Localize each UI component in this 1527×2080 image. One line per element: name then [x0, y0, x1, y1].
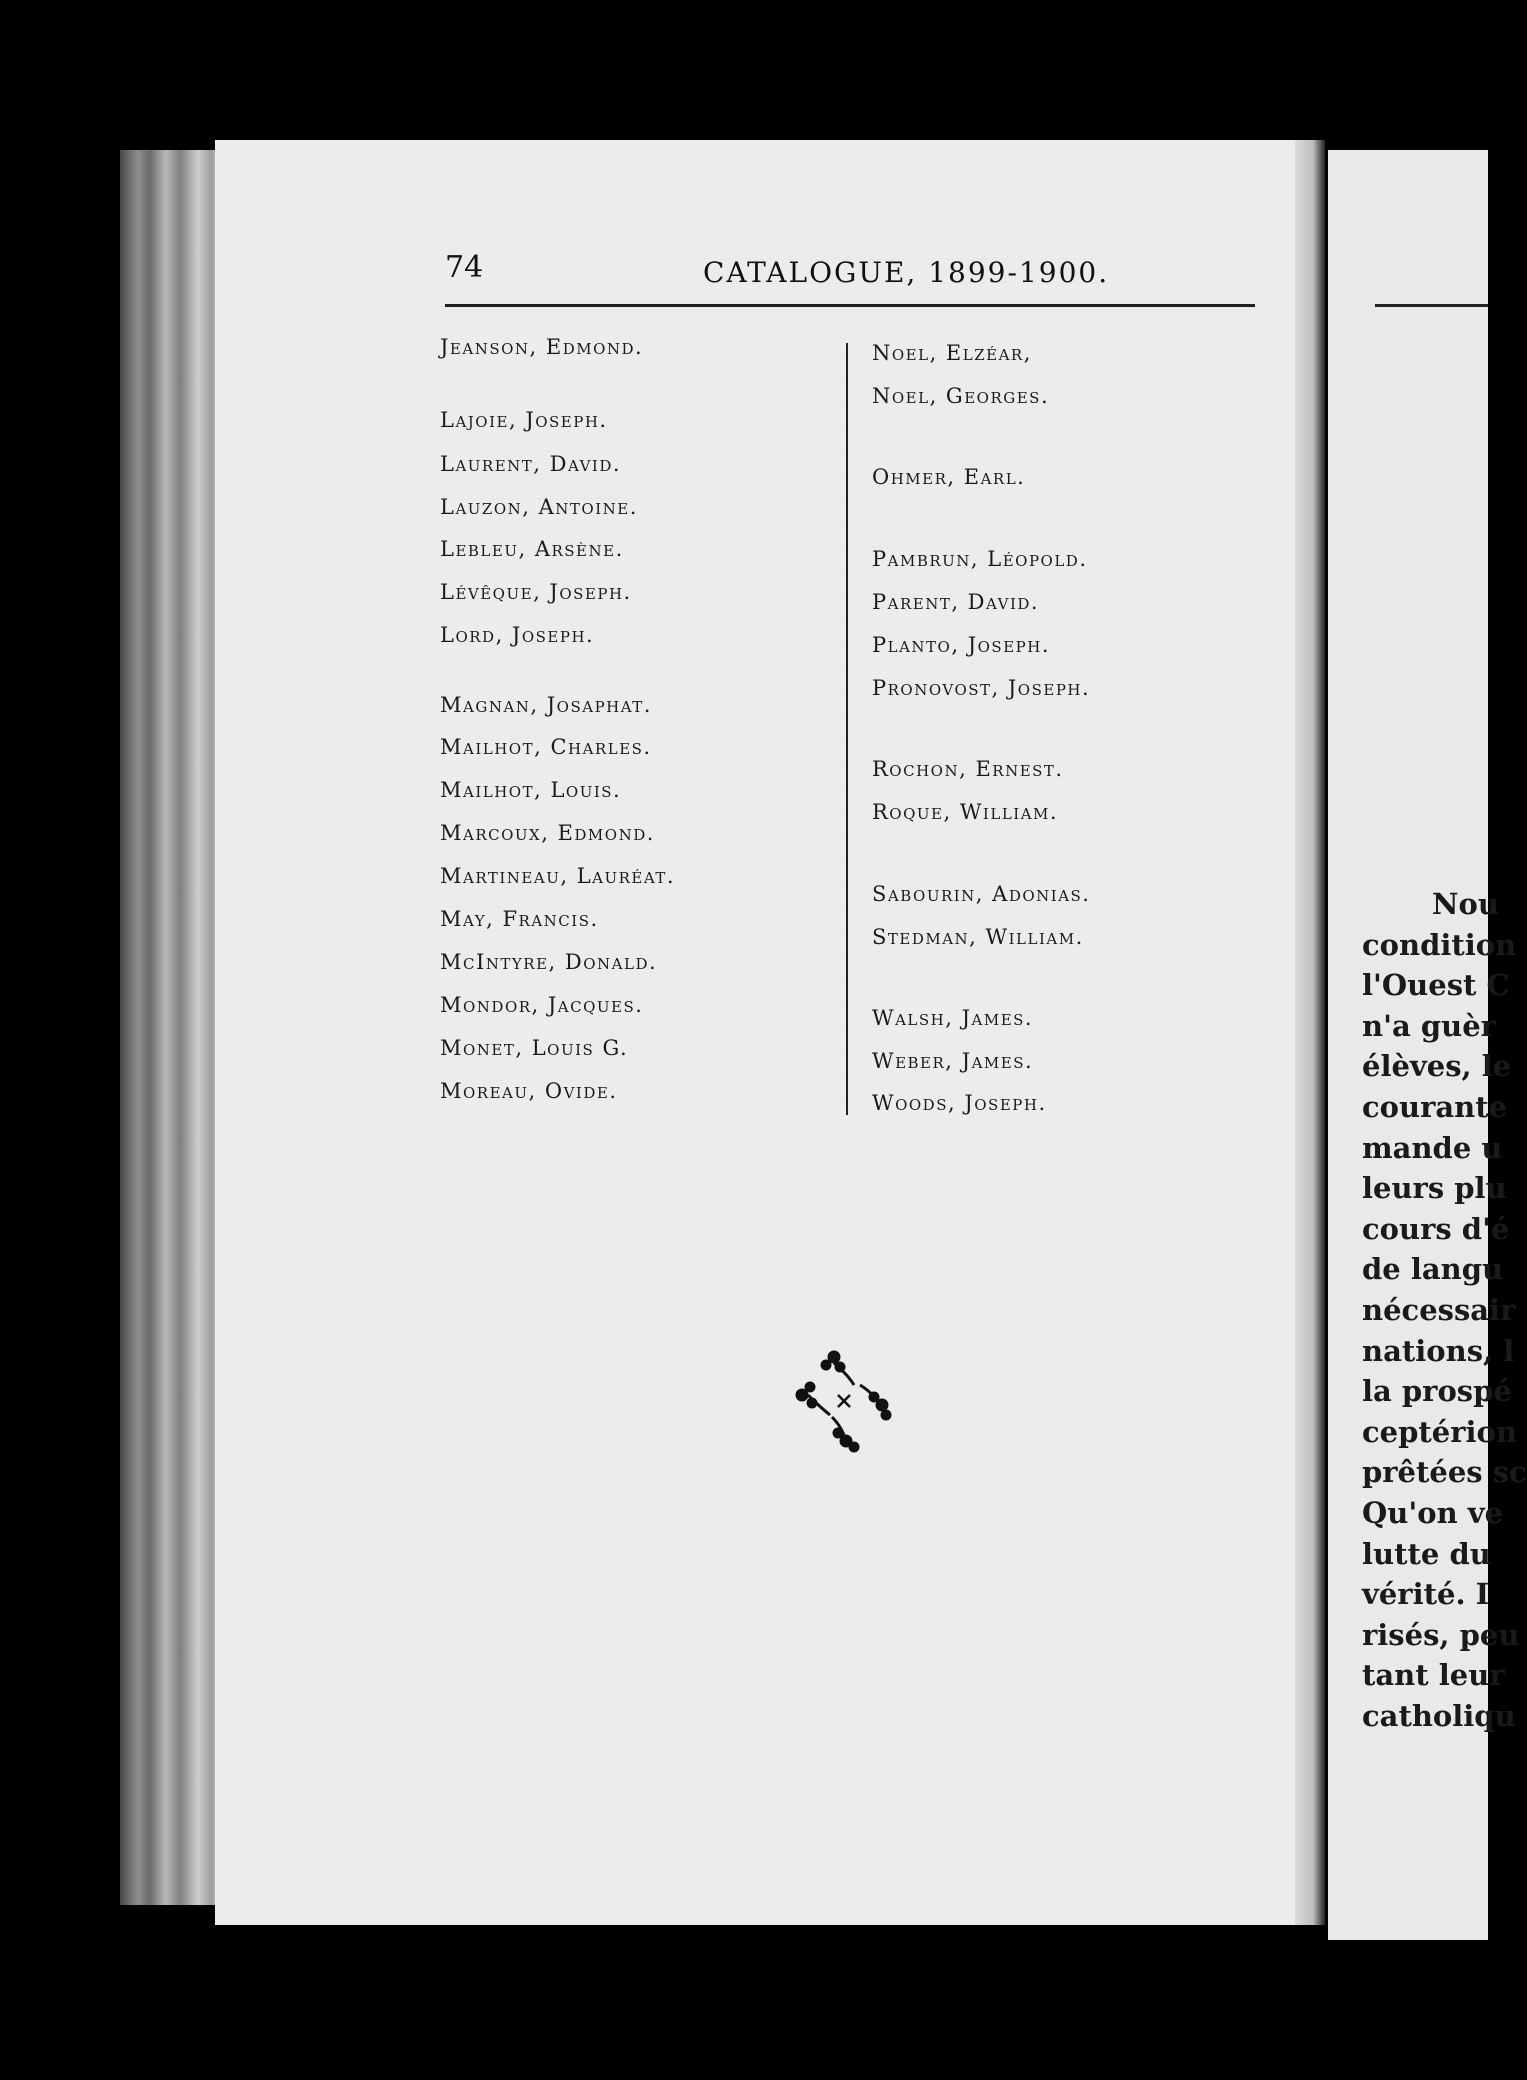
list-item: McIntyre, Donald. [440, 950, 658, 974]
list-item: May, Francis. [440, 907, 599, 931]
list-item: Roque, William. [872, 800, 1059, 824]
column-divider [846, 343, 848, 1115]
header-rule [445, 304, 1255, 307]
list-item: Marcoux, Edmond. [440, 821, 655, 845]
facing-page-text [1362, 884, 1527, 1736]
text-line: leurs plu [1362, 1171, 1507, 1206]
text-line: vérité. I [1362, 1577, 1490, 1612]
list-item: Noel, Georges. [872, 384, 1050, 408]
page-number: 74 [445, 250, 484, 285]
list-item: Walsh, James. [872, 1006, 1034, 1030]
list-item: Rochon, Ernest. [872, 757, 1064, 781]
list-item: Sabourin, Adonias. [872, 882, 1091, 906]
text-line: risés, peu [1362, 1617, 1520, 1652]
text-line: n'a guèr [1362, 1008, 1496, 1043]
text-line: lutte du [1362, 1536, 1491, 1571]
text-line: Nou [1432, 887, 1499, 921]
list-item: Mailhot, Louis. [440, 778, 622, 802]
text-line: l'Ouest C [1362, 968, 1510, 1003]
text-line: Qu'on ve [1362, 1495, 1504, 1530]
text-line: nations, l [1362, 1333, 1515, 1368]
text-line: nécessair [1362, 1292, 1516, 1327]
list-item: Pambrun, Léopold. [872, 547, 1088, 571]
page-header [445, 250, 1255, 300]
text-line: catholiqu [1362, 1698, 1516, 1733]
list-item: Laurent, David. [440, 452, 622, 476]
facing-page-rule [1375, 304, 1488, 307]
book-edge [120, 150, 220, 1905]
list-item: Lévêque, Joseph. [440, 580, 632, 604]
list-item: Parent, David. [872, 590, 1040, 614]
left-page [215, 140, 1295, 1925]
list-item: Mailhot, Charles. [440, 735, 652, 759]
text-line: ceptérion [1362, 1414, 1517, 1449]
text-line: tant leur [1362, 1658, 1505, 1693]
text-line: cours d'é [1362, 1211, 1510, 1246]
list-item: Moreau, Ovide. [440, 1079, 618, 1103]
list-item: Weber, James. [872, 1049, 1034, 1073]
list-item: Woods, Joseph. [872, 1091, 1047, 1115]
text-line: la prospé [1362, 1374, 1512, 1409]
text-line: prêtées sc [1362, 1455, 1527, 1490]
list-item: Lauzon, Antoine. [440, 495, 638, 519]
text-line: condition [1362, 927, 1517, 962]
book-gutter [1295, 140, 1325, 1925]
text-line: de langu [1362, 1252, 1504, 1287]
list-item: Monet, Louis G. [440, 1036, 629, 1060]
list-item: Magnan, Josaphat. [440, 693, 652, 717]
text-line: élèves, le [1362, 1049, 1512, 1084]
list-item: Jeanson, Edmond. [440, 335, 644, 359]
running-title: CATALOGUE, 1899-1900. [703, 256, 1110, 289]
text-line: mande u [1362, 1130, 1503, 1165]
list-item: Stedman, William. [872, 925, 1084, 949]
list-item: Noel, Elzéar, [872, 341, 1032, 365]
list-item: Mondor, Jacques. [440, 993, 644, 1017]
list-item: Lajoie, Joseph. [440, 408, 608, 432]
list-item: Ohmer, Earl. [872, 465, 1026, 489]
floral-fleuron-icon [790, 1345, 900, 1455]
list-item: Lebleu, Arsène. [440, 537, 624, 561]
list-item: Pronovost, Joseph. [872, 676, 1091, 700]
list-item: Planto, Joseph. [872, 633, 1050, 657]
text-line: courante [1362, 1089, 1508, 1124]
list-item: Martineau, Lauréat. [440, 864, 676, 888]
list-item: Lord, Joseph. [440, 623, 595, 647]
